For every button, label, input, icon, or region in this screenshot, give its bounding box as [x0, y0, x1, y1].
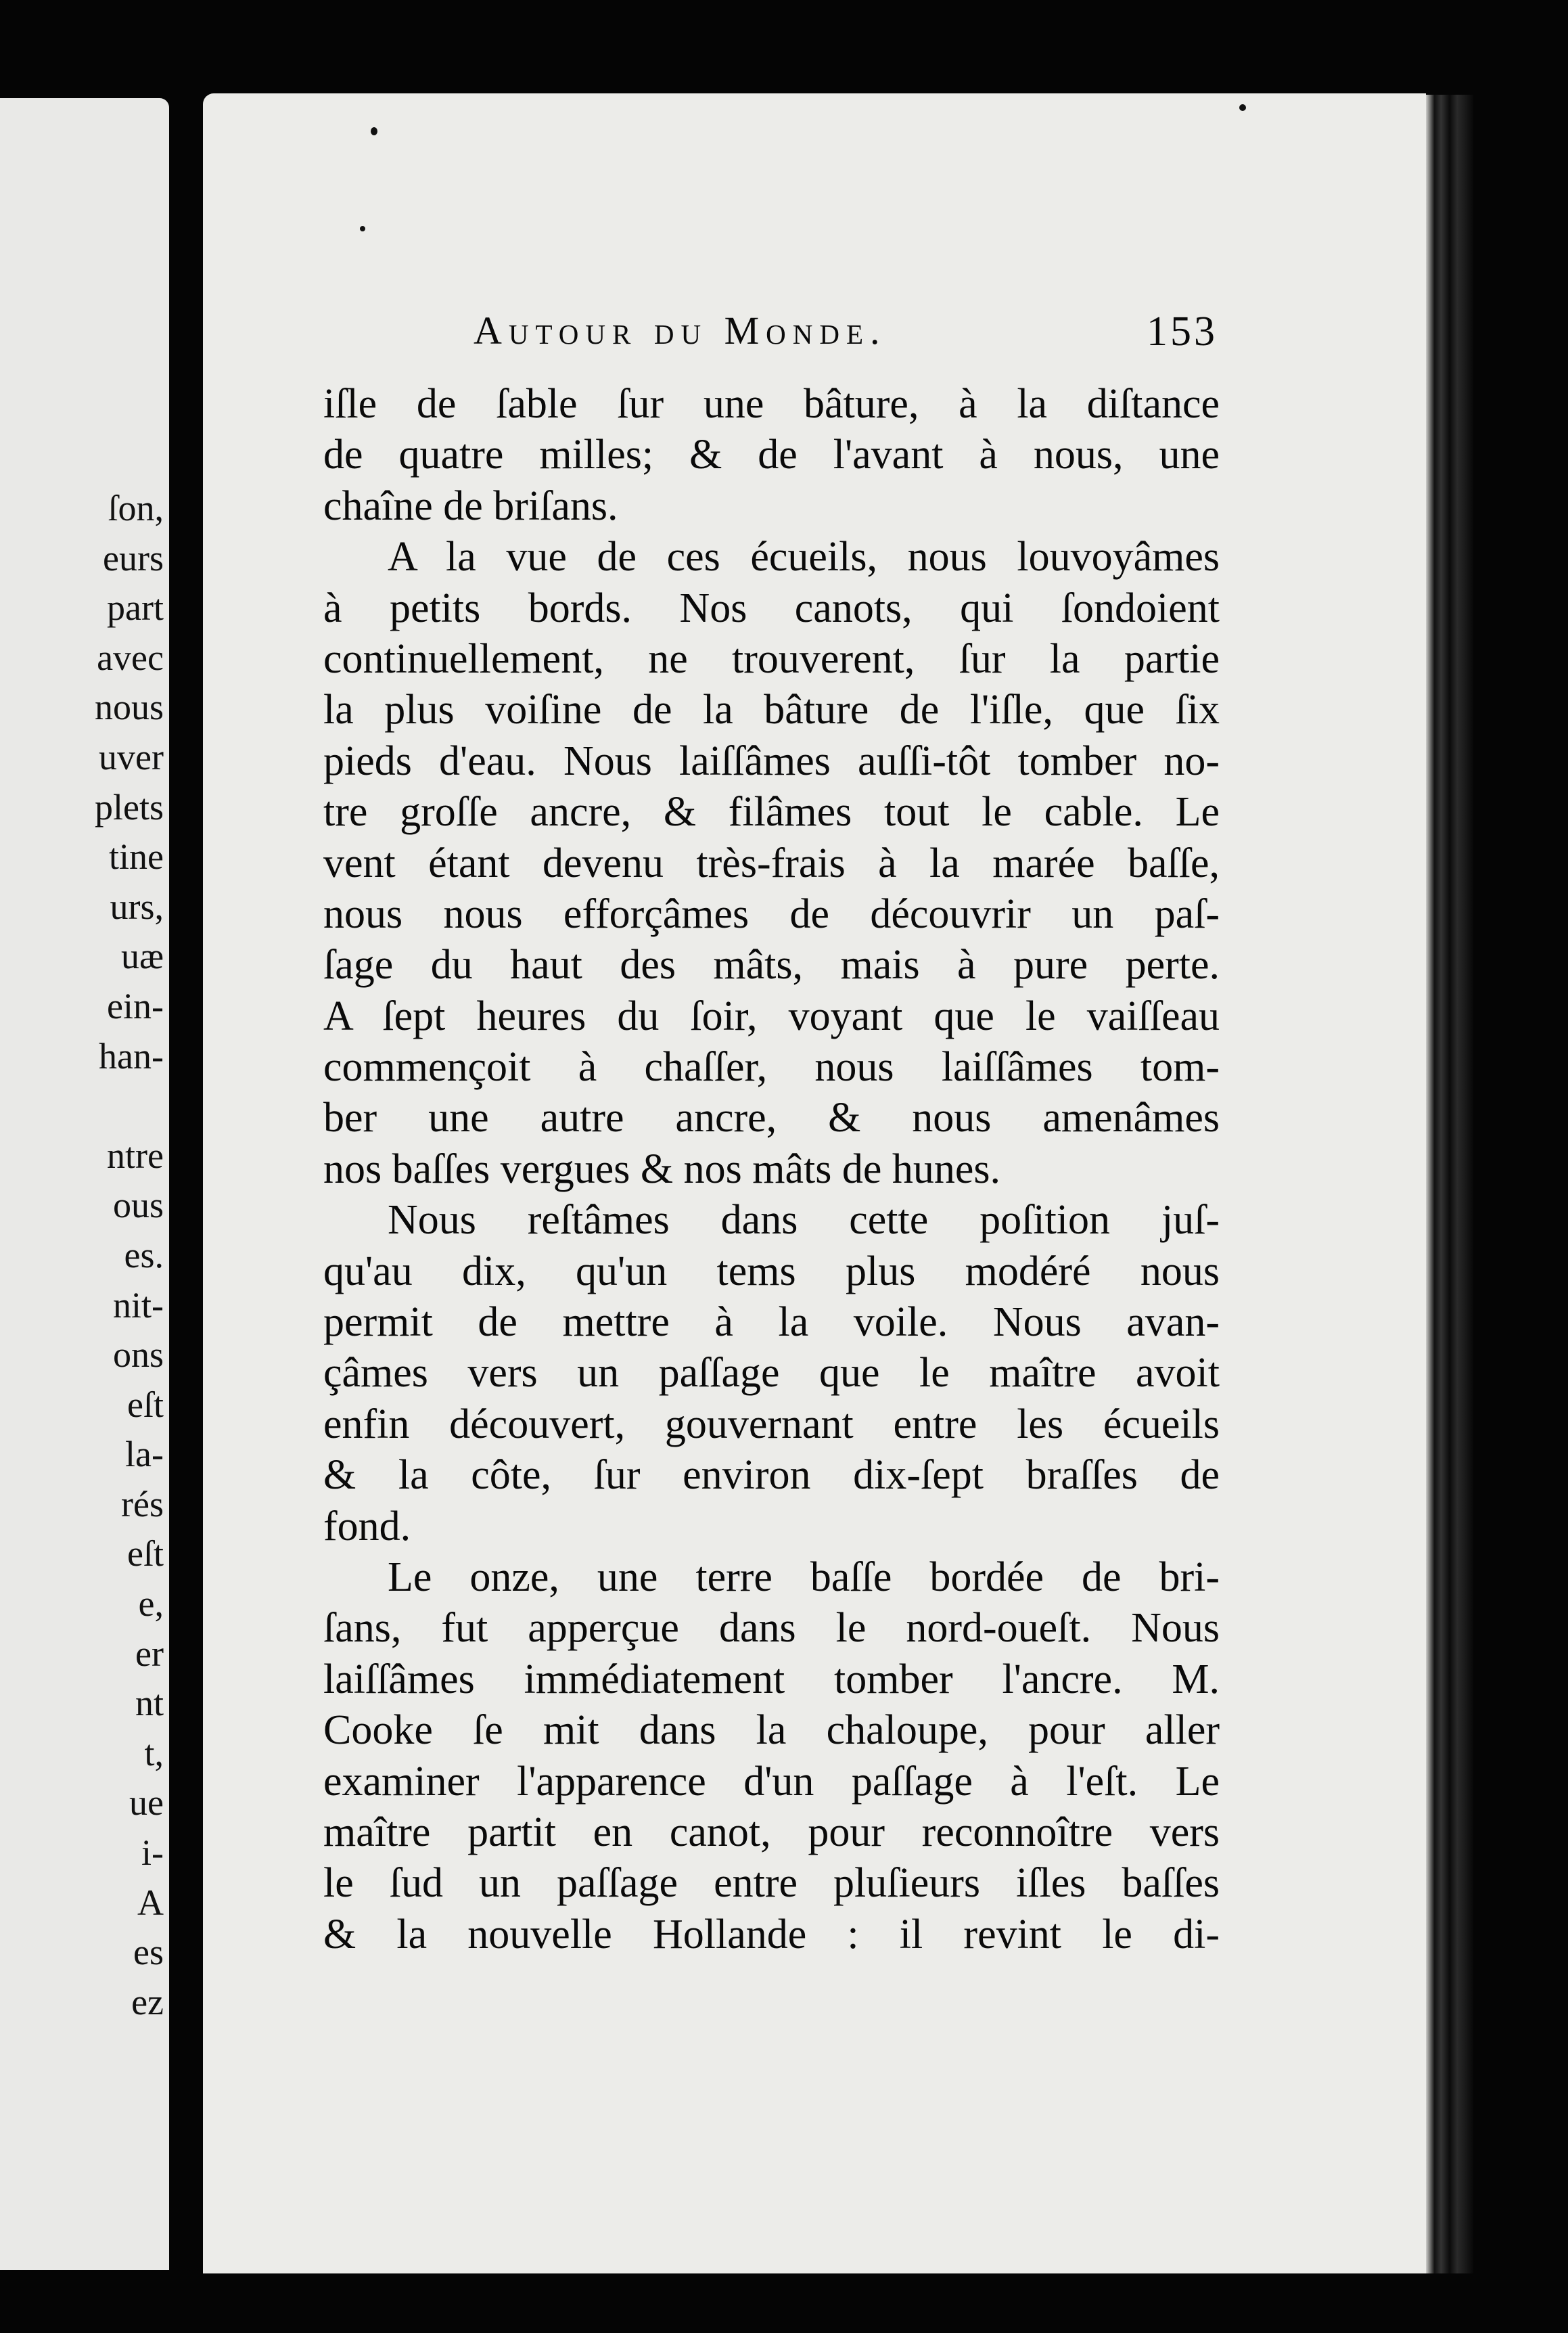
facing-line: han-: [99, 1035, 164, 1077]
text-line: Cooke ſe mit dans la chaloupe, pour aller: [323, 1707, 1220, 1754]
running-head: [474, 308, 1218, 362]
text-line: maître partit en canot, pour reconnoître vers: [323, 1809, 1220, 1855]
text-line: examiner l'apparence d'un paſſage à l'eſt. Le: [323, 1758, 1220, 1805]
text-line: chaîne de briſans.: [323, 482, 618, 529]
facing-line: eurs: [103, 537, 164, 579]
text-line: enfin découvert, gouvernant entre les écueils: [323, 1401, 1220, 1447]
text-line: Nous reſtâmes dans cette poſition juſ-: [388, 1197, 1220, 1244]
text-line: le ſud un paſſage entre pluſieurs iſles baſſes: [323, 1860, 1220, 1907]
text-line: çâmes vers un paſſage que le maître avoit: [323, 1350, 1220, 1397]
facing-line: rés: [121, 1483, 164, 1524]
facing-line: la-: [125, 1434, 164, 1475]
facing-line: nous: [94, 687, 164, 728]
facing-line: nt: [135, 1683, 164, 1724]
facing-line: ous: [112, 1185, 164, 1226]
text-line: ſans, fut apperçue dans le nord-oueſt. Nous: [323, 1605, 1220, 1652]
text-line: Le onze, une terre baſſe bordée de bri-: [388, 1554, 1220, 1600]
text-line: A la vue de ces écueils, nous louvoyâmes: [388, 534, 1220, 581]
text-line: pieds d'eau. Nous laiſſâmes auſſi-tôt tomber no-: [323, 738, 1220, 784]
facing-line: es.: [124, 1234, 164, 1275]
facing-line: [0, 1081, 169, 1131]
facing-line: uver: [99, 736, 164, 777]
facing-line: ntre: [107, 1135, 164, 1176]
text-line: permit de mettre à la voile. Nous avan-: [323, 1299, 1220, 1346]
facing-line: nit-: [113, 1284, 164, 1326]
facing-line: tine: [109, 836, 164, 878]
facing-line: eſt: [127, 1533, 164, 1575]
facing-line: A: [137, 1882, 164, 1923]
facing-line: e,: [138, 1583, 164, 1625]
facing-line: eſt: [127, 1384, 164, 1425]
text-line: fond.: [323, 1503, 411, 1549]
facing-line: ue: [129, 1782, 164, 1824]
facing-line: t,: [144, 1732, 164, 1773]
facing-line: plets: [95, 786, 164, 828]
text-line: commençoit à chaſſer, nous laiſſâmes tom-: [323, 1044, 1220, 1091]
facing-page: [0, 98, 169, 2270]
facing-line: ez: [131, 1981, 164, 2022]
text-line: vent étant devenu très-frais à la marée baſſe,: [323, 840, 1220, 886]
page-number: 153: [1147, 309, 1218, 355]
text-line: & la côte, ſur environ dix-ſept braſſes de: [323, 1452, 1220, 1499]
facing-line: avec: [97, 637, 164, 678]
facing-line: i-: [141, 1832, 164, 1874]
text-line: ber une autre ancre, & nous amenâmes: [323, 1095, 1220, 1141]
text-line: la plus voiſine de la bâture de l'iſle, que ſix: [323, 687, 1220, 733]
page-text: [323, 379, 1220, 1960]
facing-line: ons: [112, 1334, 164, 1376]
facing-line: es: [133, 1932, 164, 1973]
facing-line: er: [135, 1633, 164, 1674]
text-line: A ſept heures du ſoir, voyant que le vaiſſeau: [323, 993, 1220, 1039]
text-line: ſage du haut des mâts, mais à pure perte.: [323, 942, 1220, 989]
text-line: nous nous efforçâmes de découvrir un paſ-: [323, 890, 1220, 937]
text-line: de quatre milles; & de l'avant à nous, une: [323, 432, 1220, 478]
text-line: qu'au dix, qu'un tems plus modéré nous: [323, 1248, 1220, 1294]
running-title: Autour du Monde.: [474, 309, 887, 353]
text-line: laiſſâmes immédiatement tomber l'ancre. M.: [323, 1656, 1220, 1702]
facing-line: uæ: [120, 936, 164, 977]
facing-line: part: [107, 587, 164, 629]
text-line: à petits bords. Nos canots, qui ſondoient: [323, 585, 1220, 631]
facing-line: ein-: [107, 985, 164, 1026]
text-line: iſle de ſable ſur une bâture, à la diſtance: [323, 381, 1220, 427]
page-edge: [1426, 95, 1473, 2273]
facing-line: ſon,: [108, 488, 164, 528]
text-line: continuellement, ne trouverent, ſur la partie: [323, 635, 1220, 682]
text-line: & la nouvelle Hollande : il revint le di-: [323, 1911, 1220, 1957]
text-line: nos baſſes vergues & nos mâts de hunes.: [323, 1146, 1001, 1192]
text-line: tre groſſe ancre, & filâmes tout le cable. Le: [323, 789, 1220, 836]
facing-page-text: [0, 484, 169, 2027]
facing-line: urs,: [110, 886, 164, 927]
